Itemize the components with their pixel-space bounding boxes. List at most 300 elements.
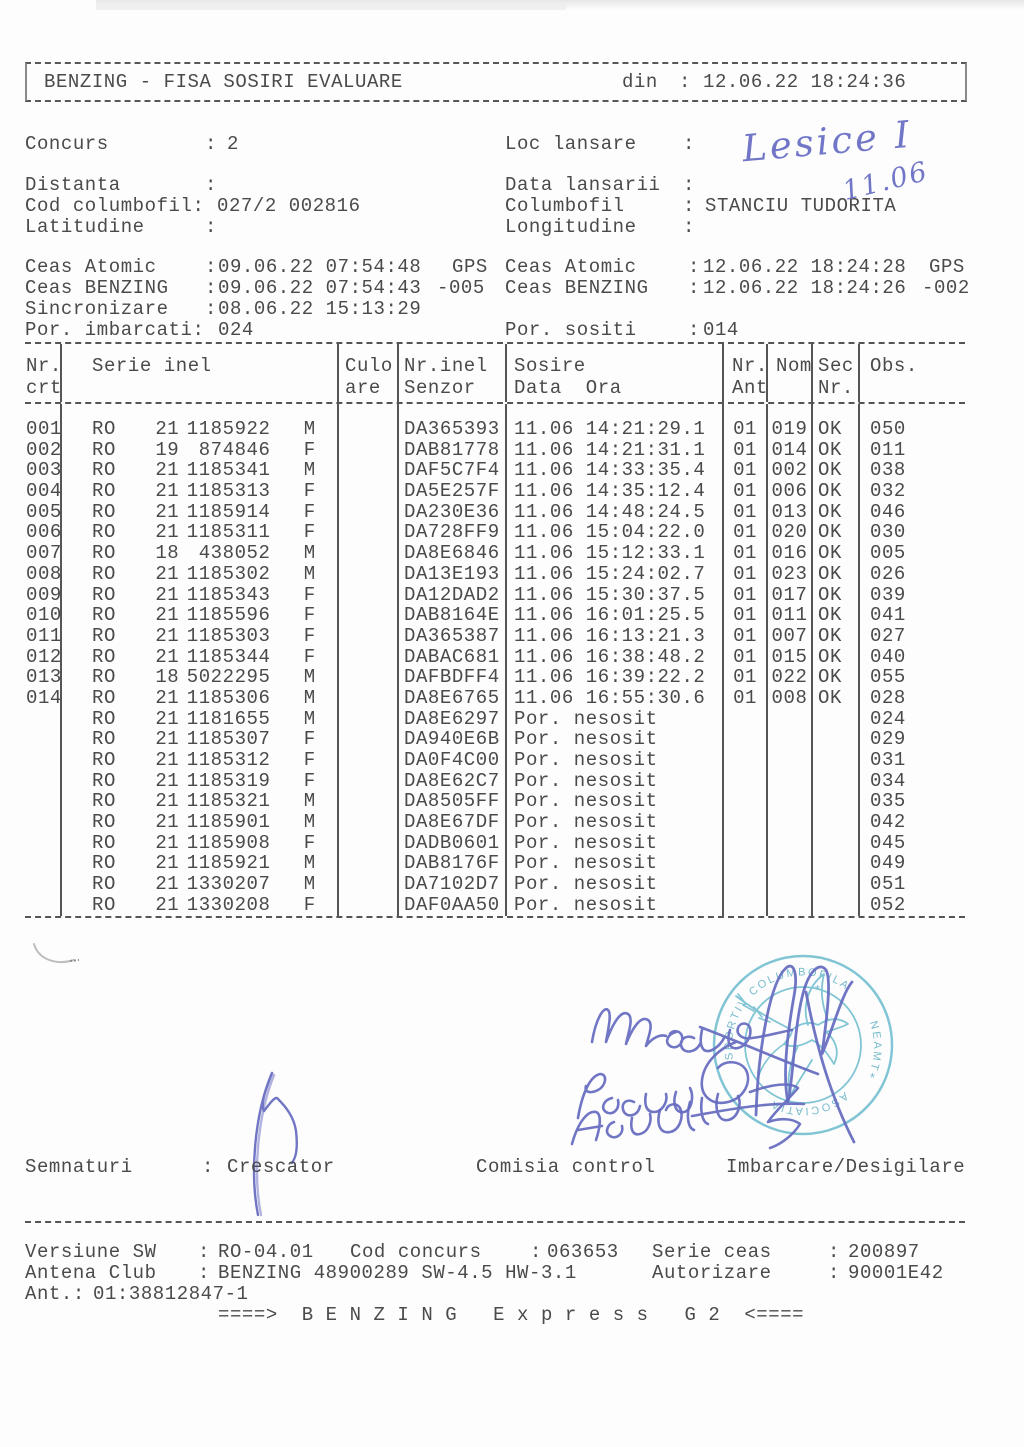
cell-serie-inel xyxy=(60,647,337,668)
col-header-nr-crt: Nr. crt xyxy=(26,355,62,399)
col-header-nr-ant: Nr. Ant xyxy=(722,344,766,402)
table-row xyxy=(25,564,965,585)
cell-tara: RO xyxy=(92,831,116,854)
table-row xyxy=(25,791,965,812)
cell-serie-numar: 1185319 xyxy=(186,769,271,792)
cell-serie-inel xyxy=(60,564,337,585)
comisia-control-label: Comisia control xyxy=(476,1156,656,1178)
report-header-box xyxy=(25,62,967,102)
cell-sosire: 11.06 14:21:29.1 xyxy=(505,419,722,440)
cell-senzor: DAFBDFF4 xyxy=(397,667,505,688)
cell-senzor: DA365393 xyxy=(397,419,505,440)
cell-senzor: DA230E36 xyxy=(397,502,505,523)
cell-tara: RO xyxy=(92,893,116,916)
cell-sex: F xyxy=(303,728,316,751)
cell-nr-ant: 01 xyxy=(722,585,766,606)
cell-serie-numar: 874846 xyxy=(198,438,271,461)
ceas-benzing-label-left: Ceas BENZING xyxy=(25,277,169,299)
cell-nr-crt: 008 xyxy=(26,562,62,585)
cell-culoare xyxy=(337,585,397,606)
cell-serie-inel xyxy=(60,522,337,543)
cell-senzor: DA8505FF xyxy=(397,791,505,812)
cell-sosire: Por. nesosit xyxy=(505,895,722,916)
cell-sec: OK xyxy=(811,440,858,461)
colon: : xyxy=(205,256,217,278)
cell-nr-crt: 006 xyxy=(26,521,62,544)
cell-tara: RO xyxy=(92,707,116,730)
cell-culoare xyxy=(337,729,397,750)
table-row xyxy=(25,667,965,688)
cell-tara: RO xyxy=(92,500,116,523)
table-row xyxy=(25,833,965,854)
cell-nom: 007 xyxy=(766,626,811,647)
table-row xyxy=(25,605,965,626)
cell-tara: RO xyxy=(92,542,116,565)
cell-sex: F xyxy=(303,645,316,668)
table-row xyxy=(25,522,965,543)
cell-obs: 030 xyxy=(858,522,965,543)
cell-sosire: 11.06 15:24:02.7 xyxy=(505,564,722,585)
cell-an: 21 xyxy=(155,459,180,482)
table-row xyxy=(25,688,965,709)
cell-culoare xyxy=(337,460,397,481)
cell-sex: F xyxy=(303,583,316,606)
cell-senzor: DA8E62C7 xyxy=(397,771,505,792)
gps-flag-right: GPS xyxy=(929,256,965,278)
cell-obs: 031 xyxy=(858,750,965,771)
cell-culoare xyxy=(337,688,397,709)
cell-nr-ant xyxy=(722,791,766,812)
cell-obs: 028 xyxy=(858,688,965,709)
scan-artifact-band-2 xyxy=(96,2,566,10)
cell-sex: M xyxy=(303,873,316,896)
cell-sex: M xyxy=(303,790,316,813)
cell-serie-inel xyxy=(60,481,337,502)
cell-sex: F xyxy=(303,521,316,544)
cell-sosire: Por. nesosit xyxy=(505,750,722,771)
cell-sosire: 11.06 16:39:22.2 xyxy=(505,667,722,688)
cell-obs: 032 xyxy=(858,481,965,502)
ceas-atomic-right-value: 12.06.22 18:24:28 xyxy=(703,256,907,278)
cell-obs: 041 xyxy=(858,605,965,626)
cell-nr-ant: 01 xyxy=(722,522,766,543)
cell-serie-inel xyxy=(60,460,337,481)
cell-nom: 014 xyxy=(766,440,811,461)
longitudine-label: Longitudine xyxy=(505,216,637,238)
loc-lansare-label: Loc lansare xyxy=(505,133,637,155)
cell-serie-inel xyxy=(60,791,337,812)
cell-senzor: DAF5C7F4 xyxy=(397,460,505,481)
table-row xyxy=(25,750,965,771)
cell-nr-crt: 002 xyxy=(26,438,62,461)
cell-an: 21 xyxy=(155,624,180,647)
cell-sosire: Por. nesosit xyxy=(505,853,722,874)
footer-separator xyxy=(25,1221,965,1223)
cell-serie-numar: 1185306 xyxy=(186,686,271,709)
cell-culoare xyxy=(337,543,397,564)
cell-serie-inel xyxy=(60,709,337,730)
cell-tara: RO xyxy=(92,604,116,627)
cell-sex: M xyxy=(303,852,316,875)
cell-an: 21 xyxy=(155,811,180,834)
cell-nom xyxy=(766,771,811,792)
cell-serie-inel xyxy=(60,667,337,688)
gps-flag-left: GPS xyxy=(452,256,488,278)
cell-obs: 039 xyxy=(858,585,965,606)
ceas-benzing-right-drift: -002 xyxy=(922,277,970,299)
cell-nom xyxy=(766,874,811,895)
table-row xyxy=(25,419,965,440)
cell-an: 21 xyxy=(155,831,180,854)
cell-sex: M xyxy=(303,811,316,834)
cell-nom: 008 xyxy=(766,688,811,709)
cell-obs: 045 xyxy=(858,833,965,854)
cell-obs: 034 xyxy=(858,771,965,792)
cell-sosire: Por. nesosit xyxy=(505,791,722,812)
semnaturi-colon: : xyxy=(202,1156,214,1178)
cell-sec xyxy=(811,750,858,771)
cell-obs: 046 xyxy=(858,502,965,523)
cod-concurs-value: 063653 xyxy=(547,1241,619,1263)
por-imbarcati-value: 024 xyxy=(218,319,254,341)
cell-nr-crt: 005 xyxy=(26,500,62,523)
cell-nr-ant xyxy=(722,874,766,895)
cell-culoare xyxy=(337,626,397,647)
cell-sex: M xyxy=(303,666,316,689)
cell-serie-numar: 1181655 xyxy=(186,707,271,730)
cell-sex: F xyxy=(303,624,316,647)
cell-obs: 035 xyxy=(858,791,965,812)
cell-nom: 016 xyxy=(766,543,811,564)
columbofil-colon: : xyxy=(683,195,695,217)
cell-nr-crt: 009 xyxy=(26,583,62,606)
cell-culoare xyxy=(337,440,397,461)
cell-nom xyxy=(766,833,811,854)
cell-obs: 051 xyxy=(858,874,965,895)
cell-obs: 027 xyxy=(858,626,965,647)
cell-tara: RO xyxy=(92,480,116,503)
table-row xyxy=(25,895,965,916)
cell-tara: RO xyxy=(92,666,116,689)
cell-an: 18 xyxy=(155,666,180,689)
cell-tara: RO xyxy=(92,521,116,544)
cell-sec: OK xyxy=(811,460,858,481)
longitudine-colon: : xyxy=(683,216,695,238)
cell-nr-crt xyxy=(25,729,60,750)
cell-sex: F xyxy=(303,893,316,916)
ceas-benzing-label-right: Ceas BENZING xyxy=(505,277,649,299)
cell-culoare xyxy=(337,522,397,543)
col-header-nom: Nom xyxy=(766,344,811,402)
cell-nr-crt xyxy=(25,874,60,895)
concurs-value: 2 xyxy=(227,133,239,155)
cell-sec xyxy=(811,895,858,916)
cell-sec: OK xyxy=(811,688,858,709)
cell-an: 21 xyxy=(155,893,180,916)
cell-nr-ant: 01 xyxy=(722,605,766,626)
cell-tara: RO xyxy=(92,562,116,585)
cell-nr-ant: 01 xyxy=(722,419,766,440)
cell-nr-crt: 011 xyxy=(26,624,62,647)
autorizare-label: Autorizare xyxy=(652,1262,772,1284)
cell-nom xyxy=(766,729,811,750)
cell-nr-crt xyxy=(25,791,60,812)
cell-nr-ant: 01 xyxy=(722,626,766,647)
cell-an: 21 xyxy=(155,562,180,585)
cell-culoare xyxy=(337,709,397,730)
cell-nr-ant xyxy=(722,750,766,771)
cell-nom xyxy=(766,709,811,730)
cell-serie-inel xyxy=(60,812,337,833)
signature-commission-1 xyxy=(592,1009,818,1103)
cell-nr-crt: 004 xyxy=(26,480,62,503)
cell-sex: M xyxy=(303,562,316,585)
cell-nom: 017 xyxy=(766,585,811,606)
col-header-sosire: Sosire Data Ora xyxy=(505,344,722,402)
cell-culoare xyxy=(337,419,397,440)
latitudine-colon: : xyxy=(205,216,217,238)
cell-obs: 011 xyxy=(858,440,965,461)
cell-sosire: Por. nesosit xyxy=(505,709,722,730)
cell-serie-numar: 1185321 xyxy=(186,790,271,813)
signature-commission-3 xyxy=(572,1085,804,1148)
cell-sosire: 11.06 14:33:35.4 xyxy=(505,460,722,481)
cell-an: 21 xyxy=(155,873,180,896)
cell-nom: 023 xyxy=(766,564,811,585)
col-header-obs: Obs. xyxy=(858,344,965,402)
cell-tara: RO xyxy=(92,728,116,751)
cell-tara: RO xyxy=(92,749,116,771)
cell-sex: M xyxy=(303,459,316,482)
cell-senzor: DADB0601 xyxy=(397,833,505,854)
table-row xyxy=(25,460,965,481)
data-lansarii-colon: : xyxy=(683,174,695,196)
table-row xyxy=(25,440,965,461)
ceas-benzing-right-value: 12.06.22 18:24:26 xyxy=(703,277,907,299)
cell-sec xyxy=(811,729,858,750)
cell-culoare xyxy=(337,481,397,502)
cell-culoare xyxy=(337,812,397,833)
cell-serie-numar: 1185313 xyxy=(186,480,271,503)
svg-text:SPORTIV COLUMBOFILA: SPORTIV COLUMBOFILA xyxy=(722,966,853,1061)
colon: : xyxy=(198,1241,210,1263)
cell-sosire: 11.06 15:12:33.1 xyxy=(505,543,722,564)
cell-tara: RO xyxy=(92,438,116,461)
columbofil-label: Columbofil xyxy=(505,195,625,217)
svg-text:*: * xyxy=(870,1070,876,1085)
ant-label: Ant.: xyxy=(25,1283,85,1305)
cell-serie-numar: 1185921 xyxy=(186,852,271,875)
cell-nr-crt xyxy=(25,833,60,854)
versiune-sw-value: RO-04.01 xyxy=(218,1241,314,1263)
cell-obs: 029 xyxy=(858,729,965,750)
cell-culoare xyxy=(337,833,397,854)
handwritten-data-lansarii: 11.06 xyxy=(839,155,932,208)
cell-sosire: 11.06 15:04:22.0 xyxy=(505,522,722,543)
cell-an: 21 xyxy=(155,521,180,544)
cell-nr-crt: 014 xyxy=(26,686,62,709)
cell-tara: RO xyxy=(92,790,116,813)
cell-nr-crt: 007 xyxy=(26,542,62,565)
cell-serie-inel xyxy=(60,750,337,771)
cell-senzor: DA5E257F xyxy=(397,481,505,502)
col-header-senzor: Nr.inel Senzor xyxy=(397,344,505,402)
cell-an: 21 xyxy=(155,500,180,523)
cell-sex: M xyxy=(303,707,316,730)
cell-sex: F xyxy=(303,769,316,792)
cell-sex: F xyxy=(303,831,316,854)
colon: : xyxy=(828,1262,840,1284)
serie-ceas-value: 200897 xyxy=(848,1241,920,1263)
cell-sex: F xyxy=(303,438,316,461)
cell-sex: F xyxy=(303,500,316,523)
colon: : xyxy=(688,319,700,341)
ceas-atomic-left-value: 09.06.22 07:54:48 xyxy=(218,256,422,278)
cell-an: 21 xyxy=(155,852,180,875)
cell-nr-crt: 003 xyxy=(26,459,62,482)
table-header-row xyxy=(25,344,965,402)
table-spacer-row xyxy=(25,404,965,419)
cell-sex: M xyxy=(303,542,316,565)
cell-obs: 055 xyxy=(858,667,965,688)
ceas-atomic-label-left: Ceas Atomic xyxy=(25,256,157,278)
table-row xyxy=(25,771,965,792)
cell-nr-ant: 01 xyxy=(722,667,766,688)
cell-an: 21 xyxy=(155,769,180,792)
cell-an: 21 xyxy=(155,686,180,709)
cell-serie-numar: 1185596 xyxy=(186,604,271,627)
cell-serie-numar: 1185914 xyxy=(186,500,271,523)
cell-serie-numar: 1185343 xyxy=(186,583,271,606)
cod-concurs-label: Cod concurs xyxy=(350,1241,482,1263)
cell-serie-numar: 5022295 xyxy=(186,666,271,689)
cell-nom xyxy=(766,812,811,833)
colon: : xyxy=(828,1241,840,1263)
cell-nr-ant xyxy=(722,895,766,916)
cell-serie-inel xyxy=(60,895,337,916)
cell-nom xyxy=(766,853,811,874)
cell-an: 21 xyxy=(155,604,180,627)
cell-culoare xyxy=(337,750,397,771)
table-body xyxy=(25,419,965,916)
table-row xyxy=(25,626,965,647)
cell-serie-numar: 1185908 xyxy=(186,831,271,854)
cell-sex: F xyxy=(303,604,316,627)
cell-tara: RO xyxy=(92,583,116,606)
arrivals-table xyxy=(25,342,965,918)
cell-sec xyxy=(811,771,858,792)
pen-smudge xyxy=(26,936,90,976)
cell-tara: RO xyxy=(92,645,116,668)
cell-nom: 022 xyxy=(766,667,811,688)
cell-serie-inel xyxy=(60,440,337,461)
cell-tara: RO xyxy=(92,624,116,647)
cell-serie-numar: 1185901 xyxy=(186,811,271,834)
cell-nom: 002 xyxy=(766,460,811,481)
colon: : xyxy=(205,298,217,320)
cell-serie-numar: 1185312 xyxy=(186,749,271,771)
ant-value: 01:38812847-1 xyxy=(93,1283,249,1305)
crescator-label: Crescator xyxy=(227,1156,335,1178)
cell-culoare xyxy=(337,791,397,812)
cell-nr-crt xyxy=(25,771,60,792)
cell-senzor: DAB8176F xyxy=(397,853,505,874)
cell-tara: RO xyxy=(92,686,116,709)
cell-senzor: DA7102D7 xyxy=(397,874,505,895)
imbarcare-desigilare-label: Imbarcare/Desigilare xyxy=(726,1156,966,1178)
cell-an: 21 xyxy=(155,583,180,606)
cell-serie-inel xyxy=(60,874,337,895)
cell-serie-inel xyxy=(60,833,337,854)
cell-nom: 015 xyxy=(766,647,811,668)
svg-text:ASOCIATIA: ASOCIATIA xyxy=(768,1089,851,1117)
din-value: 12.06.22 18:24:36 xyxy=(703,71,907,93)
cell-senzor: DA8E6765 xyxy=(397,688,505,709)
cell-senzor: DA8E67DF xyxy=(397,812,505,833)
cell-obs: 049 xyxy=(858,853,965,874)
latitudine-label: Latitudine xyxy=(25,216,145,238)
cell-serie-numar: 438052 xyxy=(198,542,271,565)
handwritten-loc-lansare: Lesice I xyxy=(740,112,914,171)
cell-nr-crt xyxy=(25,812,60,833)
distanta-label: Distanta xyxy=(25,174,121,196)
cell-tara: RO xyxy=(92,852,116,875)
cell-culoare xyxy=(337,895,397,916)
cod-columbofil-label: Cod columbofil: xyxy=(25,195,205,217)
cell-serie-numar: 1185303 xyxy=(186,624,271,647)
cell-nom xyxy=(766,895,811,916)
cell-sec xyxy=(811,833,858,854)
cell-senzor: DABAC681 xyxy=(397,647,505,668)
doc-title: BENZING - FISA SOSIRI EVALUARE xyxy=(44,71,403,93)
table-row xyxy=(25,729,965,750)
cell-culoare xyxy=(337,771,397,792)
cell-an: 19 xyxy=(155,438,180,461)
cell-sosire: 11.06 16:55:30.6 xyxy=(505,688,722,709)
cell-sex: M xyxy=(303,418,316,440)
semnaturi-label: Semnaturi xyxy=(25,1156,133,1178)
cell-nr-crt: 012 xyxy=(26,645,62,668)
cell-an: 21 xyxy=(155,749,180,771)
por-sositi-value: 014 xyxy=(703,319,739,341)
cell-culoare xyxy=(337,605,397,626)
cell-senzor: DAB8164E xyxy=(397,605,505,626)
cell-senzor: DA13E193 xyxy=(397,564,505,585)
cell-sec: OK xyxy=(811,626,858,647)
cell-nom: 019 xyxy=(766,419,811,440)
cell-culoare xyxy=(337,647,397,668)
table-row xyxy=(25,481,965,502)
autorizare-value: 90001E42 xyxy=(848,1262,944,1284)
concurs-label: Concurs xyxy=(25,133,109,155)
cell-nr-crt xyxy=(25,709,60,730)
cell-nom xyxy=(766,791,811,812)
cell-serie-inel xyxy=(60,543,337,564)
cell-obs: 040 xyxy=(858,647,965,668)
cell-tara: RO xyxy=(92,873,116,896)
cell-nr-ant xyxy=(722,833,766,854)
cell-an: 18 xyxy=(155,542,180,565)
cell-obs: 005 xyxy=(858,543,965,564)
colon: : xyxy=(205,277,217,299)
concurs-colon: : xyxy=(205,133,217,155)
cell-nr-ant: 01 xyxy=(722,688,766,709)
cell-senzor: DAF0AA50 xyxy=(397,895,505,916)
scan-artifact-band xyxy=(96,0,1024,10)
cell-culoare xyxy=(337,667,397,688)
cell-culoare xyxy=(337,853,397,874)
cell-nr-crt xyxy=(25,853,60,874)
